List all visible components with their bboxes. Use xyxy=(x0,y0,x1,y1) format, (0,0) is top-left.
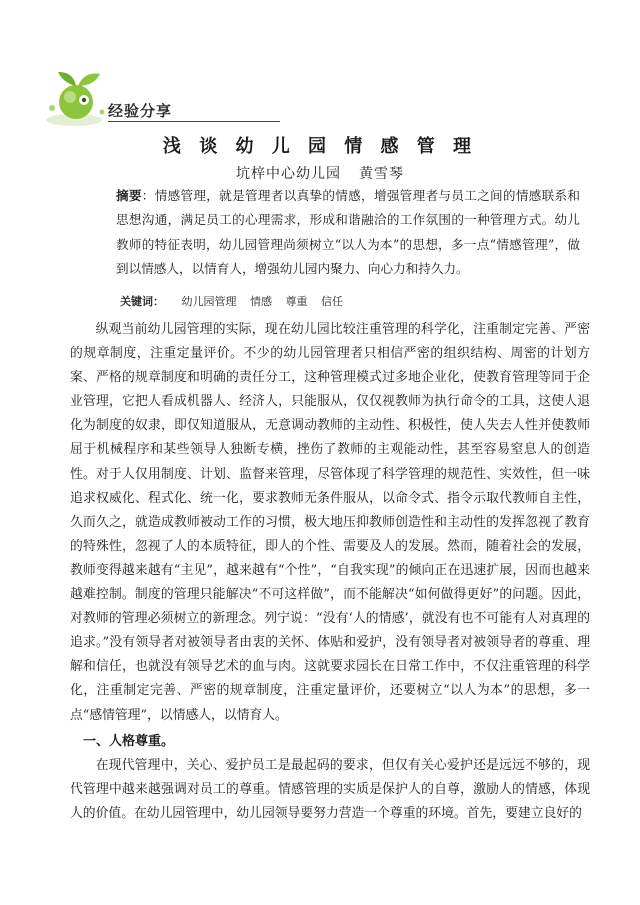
body-paragraph: 纵观当前幼儿园管理的实际，现在幼儿园比较注重管理的科学化，注重制定完善、严密的规章制度，注重定量评价。不少的幼儿园管理者只相信严密的组织结构、周密的计划方案、严格的规章制度和明确的责任分工，这种管理模式过多地企业化，使教育管理等同于企业管理，它把人看成机器人、经济人，只能服从，仅仅视教师为执行命令的工具，这使人退化为制度的奴隶，即仅知道服从，无意调动教师的主动性、积极性，使人失去人性并使教师屈于机械程序和某些领导人独断专横，挫伤了教师的主观能动性，甚至容易窒息人的创造性。对于人仅用制度、计划、监督来管理，尽管体现了科学管理的规范性、实效性，但一味追求权威化、程式化、统一化，要求教师无条件服从，以命令式、指令示取代教师自主性，久而久之，就造成教师被动工作的习惯，极大地压抑教师创造性和主动性的发挥忽视了教育的特殊性，忽视了人的本质特征，即人的个性、需要及人的发展。然而，随着社会的发展，教师变得越来越有“主见”，越来越有“个性”，“自我实现”的倾向正在迅速扩展，因而也越来越难控制。制度的管理只能解决“不可这样做”，而不能解决“如何做得更好”的问题。因此，对教师的管理必须树立的新理念。列宁说：“没有‘人的情感’，就没有也不可能有人对真理的追求。”没有领导者对被领导者由衷的关怀、体贴和爱护，没有领导者对被领导者的尊重、理解和信任，也就没有领导艺术的血与肉。这就要求园长在日常工作中，不仅注重管理的科学化，注重制定完善、严密的规章制度，注重定量评价，还要树立“以人为本”的思想，多一点“感情管理”，以情感人，以情育人。 xyxy=(70,322,590,723)
keyword: 情感 xyxy=(250,295,272,308)
author-name: 黄雪琴 xyxy=(359,166,404,182)
keywords-label: 关键词： xyxy=(120,295,164,308)
keyword: 幼儿园管理 xyxy=(181,295,237,308)
abstract xyxy=(116,184,580,282)
article-body xyxy=(70,318,590,826)
section-divider xyxy=(108,121,280,122)
body-paragraph: 在现代管理中，关心、爱护员工是最起码的要求，但仅有关心爱护还是远远不够的，现代管理中越来越强调对员工的尊重。情感管理的实质是保护人的自尊，激励人的情感，体现人的价值。在幼儿园管理中，幼儿园领导要努力营造一个尊重的环境。首先，要建立良好的 xyxy=(70,757,590,821)
keywords xyxy=(120,293,353,309)
section-heading: 一、人格尊重。 xyxy=(83,733,175,749)
abstract-label: 摘要 xyxy=(116,188,142,203)
article-title: 浅 谈 幼 儿 园 情 感 管 理 xyxy=(162,136,478,157)
keyword: 信任 xyxy=(321,295,343,308)
sprout-logo-icon xyxy=(38,64,118,130)
abstract-text: ：情感管理，就是管理者以真挚的情感，增强管理者与员工之间的情感联系和思想沟通，满足员工的心理需求，形成和谐融洽的工作氛围的一种管理方式。幼儿教师的特征表明，幼儿园管理尚须树立“以人为本”的思想，多一点“情感管理”，做到以情感人，以情育人，增强幼儿园内聚力、向心力和持久力。 xyxy=(116,188,581,277)
author-line xyxy=(0,163,640,183)
section-label: 经验分享 xyxy=(108,102,173,120)
keyword: 尊重 xyxy=(285,295,308,308)
author-org: 坑梓中心幼儿园 xyxy=(236,166,341,182)
